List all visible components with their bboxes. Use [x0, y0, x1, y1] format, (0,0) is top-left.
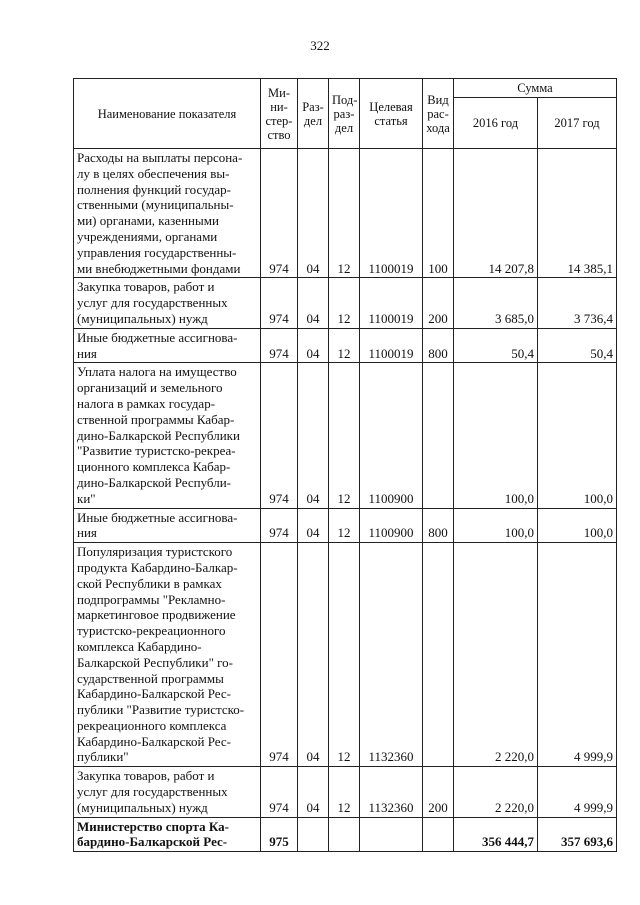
row-amount-2016: 100,0 [454, 363, 538, 508]
table-row [74, 328, 617, 363]
table-row [74, 767, 617, 817]
row-expense: 200 [423, 767, 454, 817]
header-ministry: Ми- ни- стер- ство [261, 79, 298, 149]
row-ministry: 974 [261, 508, 298, 543]
row-ministry: 974 [261, 363, 298, 508]
row-section: 04 [298, 767, 329, 817]
row-name: Расходы на выплаты персона- лу в целях обеспечения вы- полнения функций государ- ственными (муниципальны- ми) органами, казенными учреждениями, органами управления государственны- ми внебюджетными фондами [74, 149, 261, 278]
row-name: Закупка товаров, работ и услуг для государственных (муниципальных) нужд [74, 767, 261, 817]
row-name: Уплата налога на имущество организаций и земельного налога в рамках государ- ственной программы Кабар- дино-Балкарской Республики "Развитие туристско-рекреа- ционного комплекса Кабар- дино-Балкарской Республи- ки" [74, 363, 261, 508]
row-expense: 800 [423, 328, 454, 363]
row-ministry: 974 [261, 767, 298, 817]
row-section [298, 817, 329, 852]
row-ministry: 974 [261, 543, 298, 767]
row-section: 04 [298, 508, 329, 543]
row-section: 04 [298, 363, 329, 508]
header-name: Наименование показателя [74, 79, 261, 149]
row-subsection: 12 [329, 278, 360, 328]
row-name: Иные бюджетные ассигнова- ния [74, 328, 261, 363]
table-row [74, 817, 617, 852]
row-ministry: 974 [261, 278, 298, 328]
row-name: Иные бюджетные ассигнова- ния [74, 508, 261, 543]
row-amount-2017: 100,0 [538, 508, 617, 543]
row-target: 1100019 [360, 278, 423, 328]
row-subsection: 12 [329, 149, 360, 278]
row-expense [423, 363, 454, 508]
row-expense: 200 [423, 278, 454, 328]
page-number: 322 [310, 38, 330, 53]
row-target: 1132360 [360, 767, 423, 817]
row-expense [423, 817, 454, 852]
row-amount-2017: 50,4 [538, 328, 617, 363]
row-subsection: 12 [329, 363, 360, 508]
row-target: 1100019 [360, 149, 423, 278]
row-ministry: 975 [261, 817, 298, 852]
row-ministry: 974 [261, 149, 298, 278]
row-amount-2016: 3 685,0 [454, 278, 538, 328]
row-name: Министерство спорта Ка- бардино-Балкарской Рес- [74, 817, 261, 852]
row-name: Закупка товаров, работ и услуг для государственных (муниципальных) нужд [74, 278, 261, 328]
row-subsection: 12 [329, 508, 360, 543]
row-subsection: 12 [329, 543, 360, 767]
header-year-2017: 2017 год [538, 98, 617, 149]
row-section: 04 [298, 328, 329, 363]
table-row [74, 543, 617, 767]
row-subsection: 12 [329, 328, 360, 363]
row-name: Популяризация туристского продукта Кабардино-Балкар- ской Республики в рамках подпрограммы "Рекламно- маркетинговое продвижение туристско-рекреационного комплекса Кабардино- Балкарской Республики" го- сударственной программы Кабардино-Балкарской Рес- публики "Развитие туристско- рекреационного комплекса Кабардино-Балкарской Рес- публики" [74, 543, 261, 767]
row-amount-2016: 14 207,8 [454, 149, 538, 278]
row-amount-2017: 3 736,4 [538, 278, 617, 328]
row-section: 04 [298, 278, 329, 328]
row-amount-2016: 50,4 [454, 328, 538, 363]
row-amount-2016: 2 220,0 [454, 543, 538, 767]
row-target: 1100900 [360, 508, 423, 543]
row-section: 04 [298, 149, 329, 278]
header-subsection: Под- раз- дел [329, 79, 360, 149]
table-row [74, 149, 617, 278]
table-row [74, 363, 617, 508]
row-amount-2016: 2 220,0 [454, 767, 538, 817]
row-subsection [329, 817, 360, 852]
row-target [360, 817, 423, 852]
row-amount-2016: 356 444,7 [454, 817, 538, 852]
row-expense [423, 543, 454, 767]
row-amount-2017: 14 385,1 [538, 149, 617, 278]
row-target: 1132360 [360, 543, 423, 767]
row-amount-2017: 100,0 [538, 363, 617, 508]
row-amount-2017: 4 999,9 [538, 767, 617, 817]
row-target: 1100900 [360, 363, 423, 508]
header-sum: Сумма [454, 79, 617, 98]
row-section: 04 [298, 543, 329, 767]
row-expense: 800 [423, 508, 454, 543]
header-target: Целевая статья [360, 79, 423, 149]
row-ministry: 974 [261, 328, 298, 363]
row-amount-2016: 100,0 [454, 508, 538, 543]
header-section: Раз- дел [298, 79, 329, 149]
row-subsection: 12 [329, 767, 360, 817]
row-amount-2017: 4 999,9 [538, 543, 617, 767]
header-expense: Вид рас- хода [423, 79, 454, 149]
row-expense: 100 [423, 149, 454, 278]
header-year-2016: 2016 год [454, 98, 538, 149]
table-row [74, 278, 617, 328]
row-target: 1100019 [360, 328, 423, 363]
table-row [74, 508, 617, 543]
row-amount-2017: 357 693,6 [538, 817, 617, 852]
budget-table [73, 78, 617, 852]
